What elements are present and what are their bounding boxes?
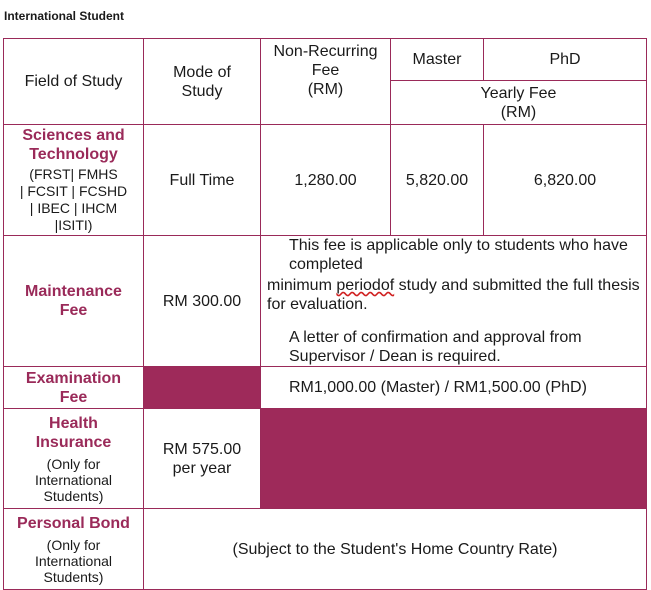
misspelt-word: periodof <box>336 277 395 294</box>
fee-table <box>3 38 647 590</box>
faculty-line-3: | IBEC | IHCM <box>29 200 118 216</box>
health-sub-line-3: Students) <box>43 487 104 504</box>
maintenance-note-line-3: A letter of confirmation and approval from Supervisor / Dean is required. <box>289 329 582 365</box>
maintenance-note-line-2-start: minimum <box>267 277 337 294</box>
health-sub-line-1: (Only for <box>46 455 101 472</box>
examination-title-line-2: Fee <box>59 388 88 406</box>
bond-note <box>144 509 647 590</box>
examination-mode-filled <box>144 367 261 409</box>
bond-sub-line-1: (Only for <box>46 536 101 553</box>
examination-note <box>261 367 647 409</box>
health-title-line-1: Health <box>49 414 98 432</box>
health-sub-line-2: International <box>34 471 113 488</box>
bond-title: Personal Bond <box>17 514 130 532</box>
sciences-phd <box>484 125 647 236</box>
maintenance-note <box>261 236 647 367</box>
sciences-master-value: 5,820.00 <box>405 171 469 189</box>
examination-field-cell <box>4 367 144 409</box>
health-amount-line-1: RM 575.00 <box>162 440 242 458</box>
header-yearly-fee-text: Yearly Fee <box>480 84 557 102</box>
row-examination-fee <box>4 367 647 409</box>
header-phd-text: PhD <box>549 51 581 68</box>
header-nonrec-line-2: Fee <box>311 62 340 79</box>
health-title-line-2: Insurance <box>35 433 112 451</box>
row-health-insurance <box>4 409 647 509</box>
bond-field-cell <box>4 509 144 590</box>
examination-title-line-1: Examination <box>25 369 122 387</box>
header-master <box>391 39 484 81</box>
sciences-non-recurring <box>261 125 391 236</box>
health-amount <box>144 409 261 509</box>
maintenance-field-cell <box>4 236 144 367</box>
sciences-title-line-2: Technology <box>29 146 118 163</box>
maintenance-title-line-1: Maintenance <box>25 283 122 300</box>
examination-note-text: RM1,000.00 (Master) / RM1,500.00 (PhD) <box>289 379 587 396</box>
header-phd <box>484 39 647 81</box>
bond-note-text: (Subject to the Student's Home Country Rate) <box>232 540 558 558</box>
row-maintenance-fee <box>4 236 647 367</box>
sciences-master <box>391 125 484 236</box>
maintenance-amount-text: RM 300.00 <box>162 292 242 310</box>
faculty-line-1: (FRST| FMHS <box>29 166 118 182</box>
header-field-of-study-text: Field of Study <box>24 73 123 90</box>
faculty-line-2: | FCSIT | FCSHD <box>19 183 128 199</box>
sciences-phd-value: 6,820.00 <box>533 171 597 189</box>
header-master-text: Master <box>412 51 462 68</box>
faculty-line-4: |ISITI) <box>54 217 93 233</box>
health-field-cell <box>4 409 144 509</box>
header-mode-line-1: Mode of <box>173 63 231 81</box>
health-fee-filled <box>261 409 647 509</box>
header-field-of-study <box>4 39 144 125</box>
maintenance-title-line-2: Fee <box>59 302 88 319</box>
header-mode-of-study <box>144 39 261 125</box>
header-yearly-unit: (RM) <box>500 103 537 121</box>
header-nonrec-line-3: (RM) <box>307 81 344 98</box>
bond-sub-line-2: International <box>34 552 113 569</box>
bond-sub-line-3: Students) <box>43 568 104 585</box>
maintenance-note-line-2 <box>267 276 646 314</box>
header-yearly-fee <box>391 81 647 125</box>
header-mode-line-2: Study <box>181 82 223 100</box>
maintenance-amount <box>144 236 261 367</box>
sciences-title-line-1: Sciences and <box>22 127 125 144</box>
page-title: International Student <box>4 9 124 23</box>
sciences-field-cell <box>4 125 144 236</box>
maintenance-note-line-1: This fee is applicable only to students who have completed <box>289 237 628 273</box>
row-personal-bond <box>4 509 647 590</box>
health-amount-line-2: per year <box>172 459 232 477</box>
header-row-1 <box>4 39 647 81</box>
row-sciences-technology <box>4 125 647 236</box>
sciences-non-recurring-value: 1,280.00 <box>294 171 357 189</box>
header-non-recurring-fee <box>261 39 391 125</box>
sciences-mode-text: Full Time <box>169 171 235 189</box>
sciences-mode <box>144 125 261 236</box>
maintenance-note-line-2-end: study and submitted the full thesis for evaluation. <box>267 277 640 313</box>
header-nonrec-line-1: Non-Recurring <box>273 43 378 60</box>
